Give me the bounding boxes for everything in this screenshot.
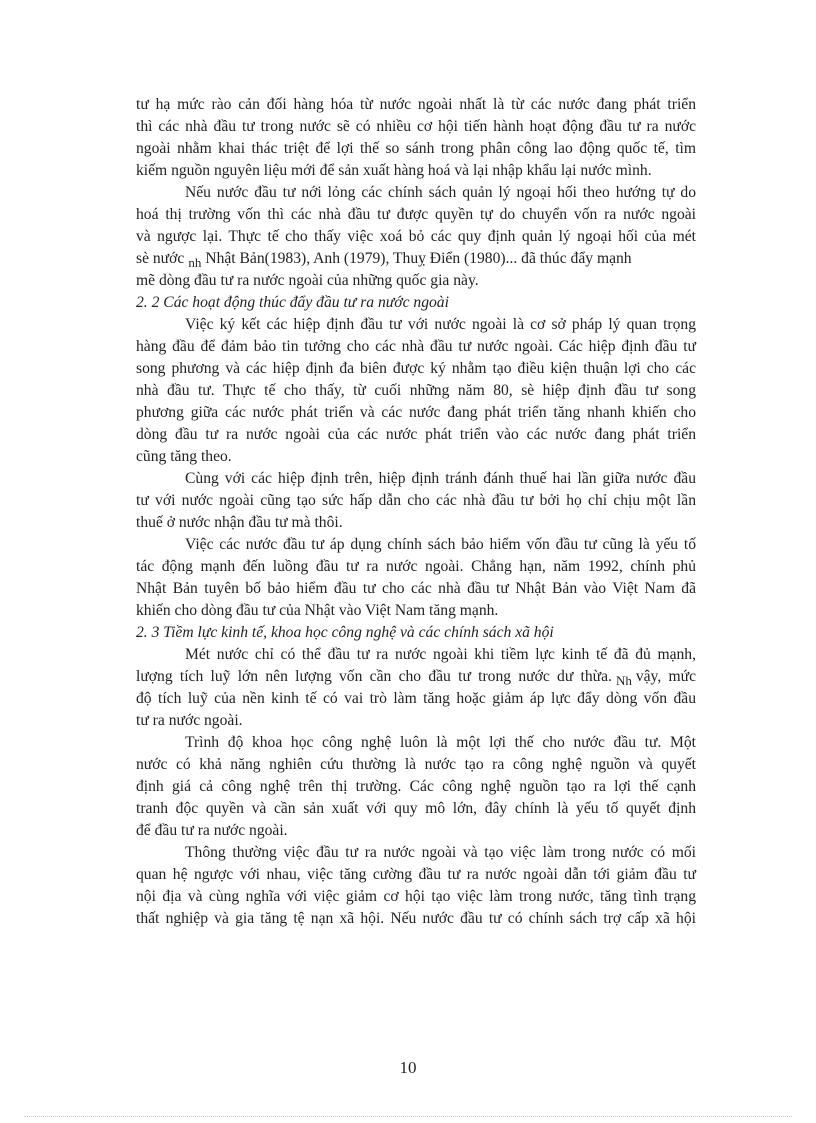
page-bottom-rule: [24, 1116, 792, 1117]
page-number: 10: [399, 1058, 417, 1077]
text-line: tranh độc quyền và cần sản xuất với quy mô lớn, đây chính là yếu tố quyết định: [136, 800, 696, 817]
section-heading: 2. 2 Các hoạt động thúc đẩy đầu tư ra nước ngoài: [136, 294, 449, 311]
text-line: Cùng với các hiệp định trên, hiệp định tránh đánh thuế hai lần giữa nước đầu: [185, 470, 696, 487]
text-line: để đầu tư ra nước ngoài.: [136, 822, 288, 839]
text-fragment: vậy, mức: [635, 668, 696, 685]
paragraph: [136, 468, 696, 534]
text-line: và ngược lại. Thực tế cho thấy việc xoá bỏ các quy định quản lý ngoại hối của mét: [136, 228, 696, 245]
text-line: tư với nước ngoài cũng tạo sức hấp dẫn cho các nhà đầu tư bởi họ chỉ chịu một lần: [136, 492, 696, 509]
text-line: dòng đầu tư ra nước ngoài của các nước phát triển vào các nước đang phát triển: [136, 426, 696, 443]
subscript-fragment: nh: [188, 255, 202, 270]
text-line: tư ra nước ngoài.: [136, 712, 243, 729]
text-line: quan hệ ngược với nhau, việc tăng cường đầu tư ra nước ngoài dẫn tới giảm đầu tư: [136, 866, 696, 883]
text-line: nhà đầu tư. Thực tế cho thấy, từ cuối những năm 80, sè hiệp định đầu tư song: [136, 382, 696, 399]
text-line: Việc ký kết các hiệp định đầu tư với nước ngoài là cơ sở pháp lý quan trọng: [185, 316, 696, 333]
text-fragment: lượng tích luỹ lớn nên lượng vốn cần cho đầu tư trong nước dư thừa.: [136, 668, 612, 685]
text-line: Nếu nước đầu tư nới lỏng các chính sách quản lý ngoại hối theo hướng tự do: [185, 184, 696, 201]
paragraph: [136, 94, 696, 182]
text-line: nước có khả năng nghiên cứu thường là nước tạo ra công nghệ nguồn và quyết: [136, 756, 696, 773]
document-body: [136, 94, 696, 930]
text-line: thì các nhà đầu tư trong nước sẽ có nhiều cơ hội tiến hành hoạt động đầu tư ra nước: [136, 118, 696, 135]
text-line: Trình độ khoa học công nghệ luôn là một lợi thế cho nước đầu tư. Một: [185, 734, 696, 751]
paragraph: [136, 534, 696, 622]
paragraph: [136, 182, 696, 292]
text-line: [136, 666, 696, 688]
text-line: song phương và các hiệp định đa biên được ký nhằm tạo điều kiện thuận lợi cho các: [136, 360, 696, 377]
text-line: mẽ dòng đầu tư ra nước ngoài của những quốc gia này.: [136, 272, 479, 289]
text-line: thuế ở nước nhận đầu tư mà thôi.: [136, 514, 343, 531]
paragraph: [136, 644, 696, 732]
paragraph: [136, 842, 696, 930]
text-line: nội địa và cùng nghĩa với việc giảm cơ hội tạo việc làm trong nước, tăng tình trạng: [136, 888, 696, 905]
text-line: tác động mạnh đến luồng đầu tư ra nước ngoài. Chẳng hạn, năm 1992, chính phủ: [136, 558, 696, 575]
text-line: kiếm nguồn nguyên liệu mới để sản xuất hàng hoá và lại nhập khẩu lại nước mình.: [136, 162, 652, 179]
text-line: Nhật Bản tuyên bố bảo hiểm đầu tư cho các nhà đầu tư Nhật Bản vào Việt Nam đã: [136, 580, 696, 597]
text-line: Thông thường việc đầu tư ra nước ngoài và tạo việc làm trong nước có mối: [185, 844, 696, 861]
text-line: [136, 248, 696, 270]
text-line: hàng đầu để đảm bảo tin tưởng cho các nhà đầu tư nước ngoài. Các hiệp định đầu tư: [136, 338, 696, 355]
text-line: tư hạ mức rào cản đối hàng hóa từ nước ngoài nhất là từ các nước đang phát triển: [136, 96, 696, 113]
text-line: độ tích luỹ của nền kinh tế có vai trò làm tăng hoặc giảm áp lực đẩy dòng vốn đầu: [136, 690, 696, 707]
section-heading: 2. 3 Tiềm lực kinh tế, khoa học công nghệ và các chính sách xã hội: [136, 624, 554, 641]
text-line: thất nghiệp và gia tăng tệ nạn xã hội. Nếu nước đầu tư có chính sách trợ cấp xã hội: [136, 910, 696, 927]
text-line: Mét nước chỉ có thể đầu tư ra nước ngoài khi tiềm lực kinh tế đã đủ mạnh,: [185, 646, 696, 663]
text-line: cũng tăng theo.: [136, 448, 232, 465]
paragraph: [136, 314, 696, 468]
text-line: Việc các nước đầu tư áp dụng chính sách bảo hiểm vốn đầu tư cũng là yếu tố: [185, 536, 696, 553]
text-line: phương giữa các nước phát triển và các nước đang phát triển tăng nhanh khiến cho: [136, 404, 696, 421]
paragraph: [136, 732, 696, 842]
text-line: hoá thị trường vốn thì các nhà đầu tư được quyền tự do chuyển vốn ra nước ngoài: [136, 206, 696, 223]
text-line: định giá cả công nghệ trên thị trường. Các công nghệ nguồn tạo ra lợi thế cạnh: [136, 778, 696, 795]
text-fragment: Nhật Bản(1983), Anh (1979), Thuỵ Điển (1980)... đã thúc đẩy mạnh: [205, 250, 632, 267]
text-line: ngoài nhằm khai thác triệt để lợi thế so sánh trong phân công lao động quốc tế, tìm: [136, 140, 696, 157]
text-fragment: sè nước: [136, 250, 185, 267]
text-line: khiến cho dòng đầu tư của Nhật vào Việt Nam tăng mạnh.: [136, 602, 499, 619]
subscript-fragment: Nh: [615, 673, 632, 688]
